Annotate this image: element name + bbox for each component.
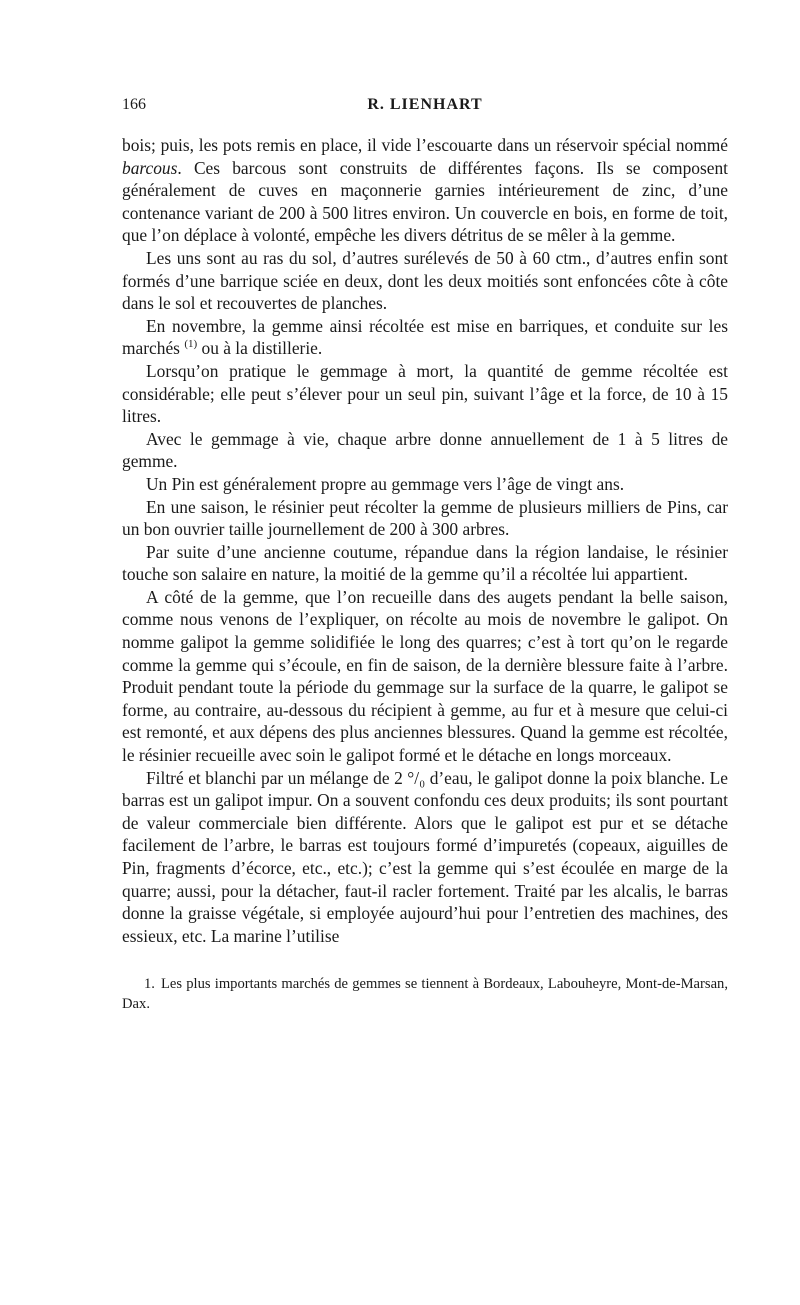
paragraph-2: Les uns sont au ras du sol, d’autres surélevés de 50 à 60 ctm., d’autres enfin sont formés d’une barrique sciée en deux, dont les deux moitiés sont enfoncées côte à côte dans le sol et recouvertes de planches. [122,247,728,314]
paragraph-8: Par suite d’une ancienne coutume, répandue dans la région landaise, le résinier touche son salaire en nature, la moitié de la gemme qu’il a récoltée lui appartient. [122,541,728,585]
paragraph-5: Avec le gemmage à vie, chaque arbre donne annuellement de 1 à 5 litres de gemme. [122,428,728,472]
paragraph-1 [122,134,728,247]
footnote-text: Les plus importants marchés de gemmes se tiennent à Bordeaux, Labouheyre, Mont-de-Marsan, Dax. [122,976,728,1012]
running-head [122,96,728,124]
page-number: 166 [122,96,146,113]
paragraph-9: A côté de la gemme, que l’on recueille dans des augets pendant la belle saison, comme nous venons de l’expliquer, on récolte au mois de novembre le galipot. On nomme galipot la gemme solidifiée le long des quarres; c’est à tort qu’on le regarde comme la gemme qui s’écoule, en fin de saison, de la dernière blessure faite à l’arbre. Produit pendant toute la période du gemmage sur la surface de la quarre, le galipot se forme, au contraire, au-dessous du récipient à gemme, au fur et à mesure que celui-ci est remonté, et aux dépens des plus anciennes blessures. Quand la gemme est récoltée, le résinier recueille avec soin le galipot formé et le détache en longs morceaux. [122,586,728,766]
paragraph-10: Filtré et blanchi par un mélange de 2 °/₀ d’eau, le galipot donne la poix blanche. Le barras est un galipot impur. On a souvent confondu ces deux produits; ils sont pourtant de valeur commerciale bien différente. Alors que le galipot est pur et se détache facilement de l’arbre, le barras est toujours formé d’impuretés (copeaux, aiguilles de Pin, fragments d’écorce, etc., etc.); c’est la gemme qui s’est écoulée en marge de la quarre; aussi, pour la détacher, faut-il racler fortement. Traité par les alcalis, le barras donne la graisse végétale, si employée aujourd’hui pour l’entretien des machines, des essieux, etc. La marine l’utilise [122,767,728,946]
paragraph-3 [122,315,728,360]
paragraph-4: Lorsqu’on pratique le gemmage à mort, la quantité de gemme récoltée est considérable; elle peut s’élever pour un seul pin, suivant l’âge et la force, de 10 à 15 litres. [122,360,728,427]
paragraph-7: En une saison, le résinier peut récolter la gemme de plusieurs milliers de Pins, car un bon ouvrier taille journellement de 200 à 300 arbres. [122,496,728,540]
running-title: R. LIENHART [367,96,483,113]
paragraph-3-rest: ou à la distillerie. [201,338,323,359]
paragraph-6: Un Pin est généralement propre au gemmage vers l’âge de vingt ans. [146,473,625,494]
paragraph-1-text: bois; puis, les pots remis en place, il vide l’escouarte dans un réservoir spécial nommé [122,135,728,155]
body-text [122,134,728,947]
paragraph-3-text: En novembre, la gemme ainsi récoltée est mise en barriques, et conduite sur les marchés [122,315,728,359]
footnote-reference[interactable]: (1) [184,338,198,351]
barcous-term: barcous [122,157,178,178]
footnote-marker: 1. [144,976,155,993]
book-page [122,96,728,1014]
paragraph-1-rest: . Ces barcous sont construits de différentes façons. Ils se composent généralement de cuves en maçonnerie garnies intérieurement de zinc, d’une contenance variant de 200 à 500 litres environ. Un couvercle en bois, en forme de toit, que l’on déplace à volonté, empêche les divers détritus de se mêler à la gemme. [122,157,728,246]
footnote [122,975,728,1014]
